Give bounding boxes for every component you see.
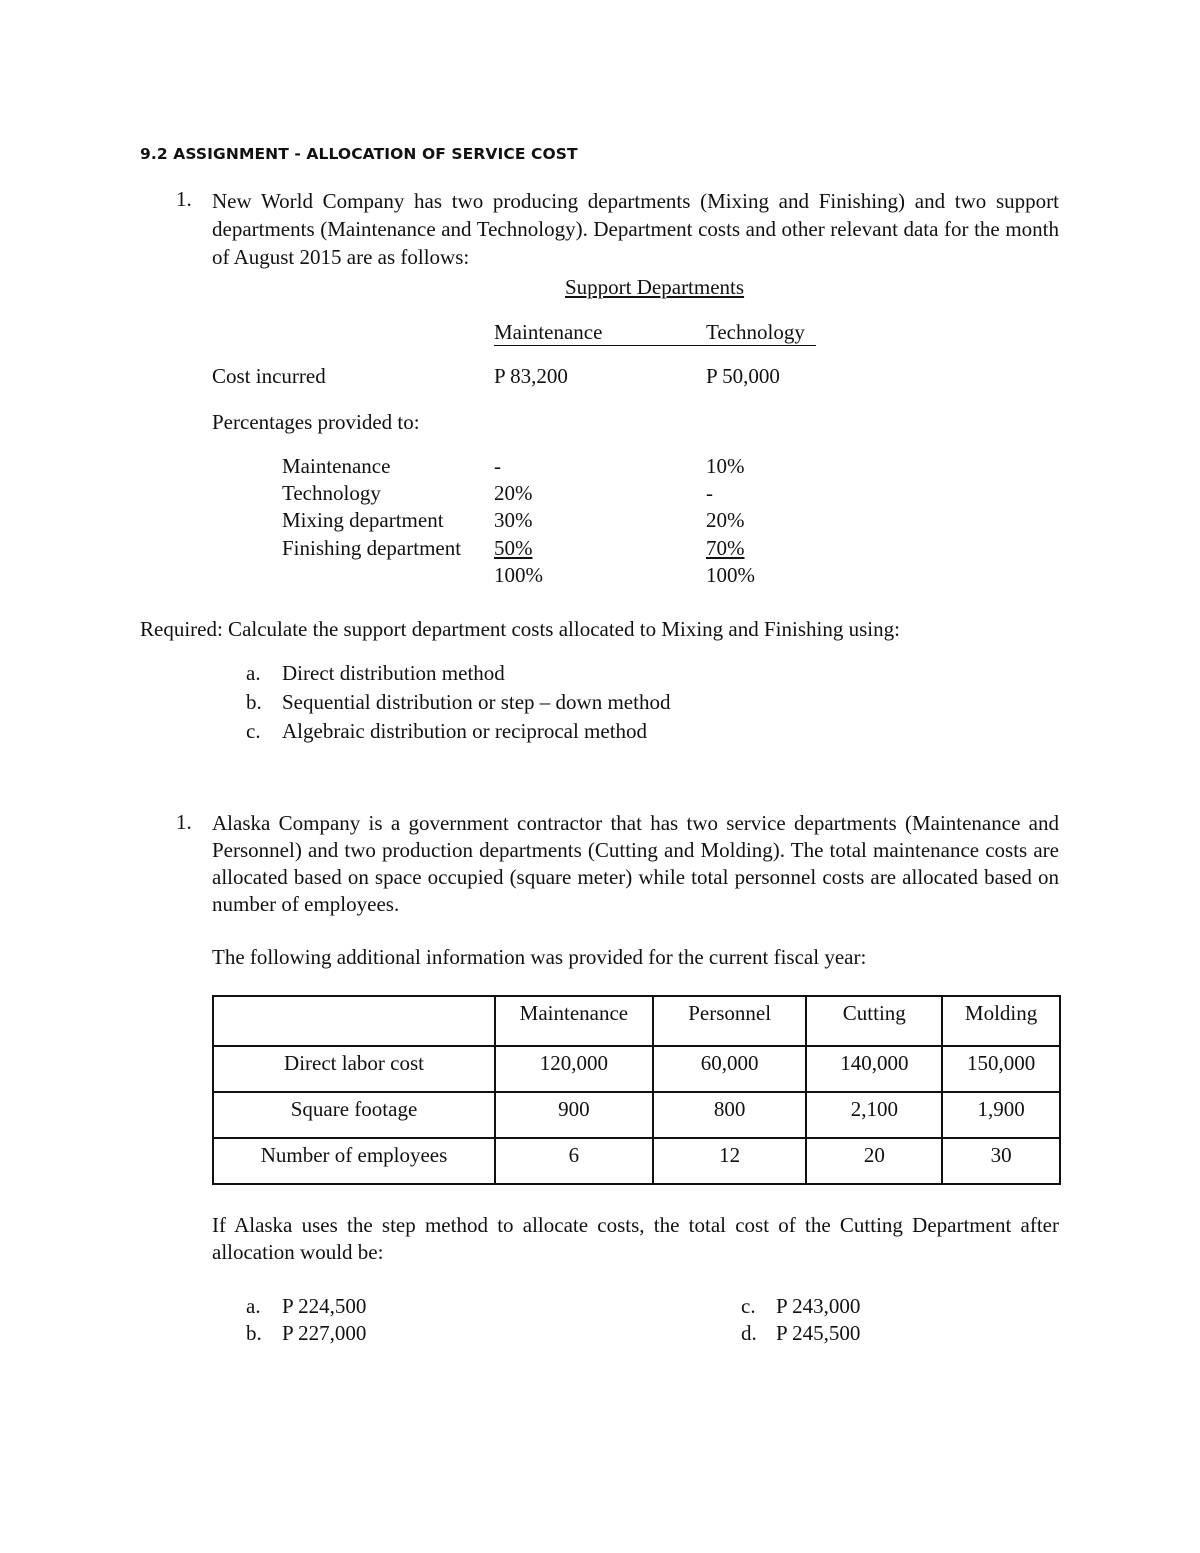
table-header-cell: Molding — [942, 996, 1060, 1046]
pct-row-technology: 10% — [706, 454, 745, 478]
cost-maintenance: P 83,200 — [494, 364, 568, 388]
table-header-cell: Personnel — [653, 996, 807, 1046]
required-text: Required: Calculate the support department costs allocated to Mixing and Finishing using: — [140, 617, 900, 641]
table-header-cell — [213, 996, 495, 1046]
pct-row-maintenance: 30% — [494, 508, 533, 532]
choice-letter: d. — [741, 1321, 757, 1345]
additional-info-text: The following additional information was provided for the current fiscal year: — [212, 945, 867, 969]
table-cell: 2,100 — [806, 1092, 942, 1138]
problem-intro: Alaska Company is a government contractor that has two service departments (Maintenance and Personnel) and two production departments (Cutting and Molding). The total maintenance costs are allocated based on space occupied (square meter) while total personnel costs are allocated based on number of employees. — [212, 811, 1059, 916]
total-technology: 100% — [706, 563, 755, 587]
pct-row-label: Technology — [282, 481, 381, 505]
pct-row-technology: 70% — [706, 536, 745, 560]
table-cell: 120,000 — [495, 1046, 653, 1092]
table-cell: 6 — [495, 1138, 653, 1184]
method-letter: b. — [246, 690, 262, 714]
table-cell: 30 — [942, 1138, 1060, 1184]
pct-row-maintenance: - — [494, 454, 501, 478]
table-cell: 12 — [653, 1138, 807, 1184]
cost-incurred-label: Cost incurred — [212, 364, 326, 388]
choice-letter: b. — [246, 1321, 262, 1345]
cost-technology: P 50,000 — [706, 364, 780, 388]
pct-row-maintenance: 20% — [494, 481, 533, 505]
percentages-label: Percentages provided to: — [212, 410, 420, 434]
col-technology-header: Technology — [706, 320, 816, 346]
table-cell: Number of employees — [213, 1138, 495, 1184]
method-letter: a. — [246, 661, 261, 685]
pct-row-technology: 20% — [706, 508, 745, 532]
problem-number: 1. — [176, 810, 192, 834]
table-header-cell: Cutting — [806, 996, 942, 1046]
choice-text: P 227,000 — [282, 1321, 367, 1345]
method-text: Direct distribution method — [282, 661, 505, 685]
choice-letter: c. — [741, 1294, 756, 1318]
table-cell: 140,000 — [806, 1046, 942, 1092]
table-cell: 1,900 — [942, 1092, 1060, 1138]
support-departments-header: Support Departments — [565, 275, 745, 299]
pct-row-label: Mixing department — [282, 508, 444, 532]
pct-row-label: Maintenance — [282, 454, 391, 478]
table-cell: 900 — [495, 1092, 653, 1138]
problem-number: 1. — [176, 187, 192, 211]
pct-row-maintenance: 50% — [494, 536, 533, 560]
problem-intro: New World Company has two producing departments (Mixing and Finishing) and two support departments (Maintenance and Technology). Department costs and other relevant data for the month of August 2015 are as follows: — [212, 189, 1059, 269]
question-text: If Alaska uses the step method to allocate costs, the total cost of the Cutting Department after allocation would be: — [212, 1213, 1059, 1264]
table-header-cell: Maintenance — [495, 996, 653, 1046]
table-cell: 60,000 — [653, 1046, 807, 1092]
pct-row-technology: - — [706, 481, 713, 505]
table-cell: 800 — [653, 1092, 807, 1138]
table-cell: 20 — [806, 1138, 942, 1184]
table-cell: 150,000 — [942, 1046, 1060, 1092]
choice-letter: a. — [246, 1294, 261, 1318]
col-maintenance-header: Maintenance — [494, 320, 706, 346]
method-letter: c. — [246, 719, 261, 743]
table-cell: Direct labor cost — [213, 1046, 495, 1092]
table-header-row — [213, 996, 1060, 1046]
cost-data-table — [212, 995, 1061, 1185]
method-text: Algebraic distribution or reciprocal method — [282, 719, 648, 743]
total-maintenance: 100% — [494, 563, 543, 587]
page-title: 9.2 ASSIGNMENT - ALLOCATION OF SERVICE COST — [140, 145, 578, 163]
choice-text: P 243,000 — [776, 1294, 861, 1318]
table-cell: Square footage — [213, 1092, 495, 1138]
method-text: Sequential distribution or step – down method — [282, 690, 671, 714]
table-row — [213, 1138, 1060, 1184]
choice-text: P 224,500 — [282, 1294, 367, 1318]
table-row — [213, 1046, 1060, 1092]
table-row — [213, 1092, 1060, 1138]
pct-row-label: Finishing department — [282, 536, 462, 560]
choice-text: P 245,500 — [776, 1321, 861, 1345]
